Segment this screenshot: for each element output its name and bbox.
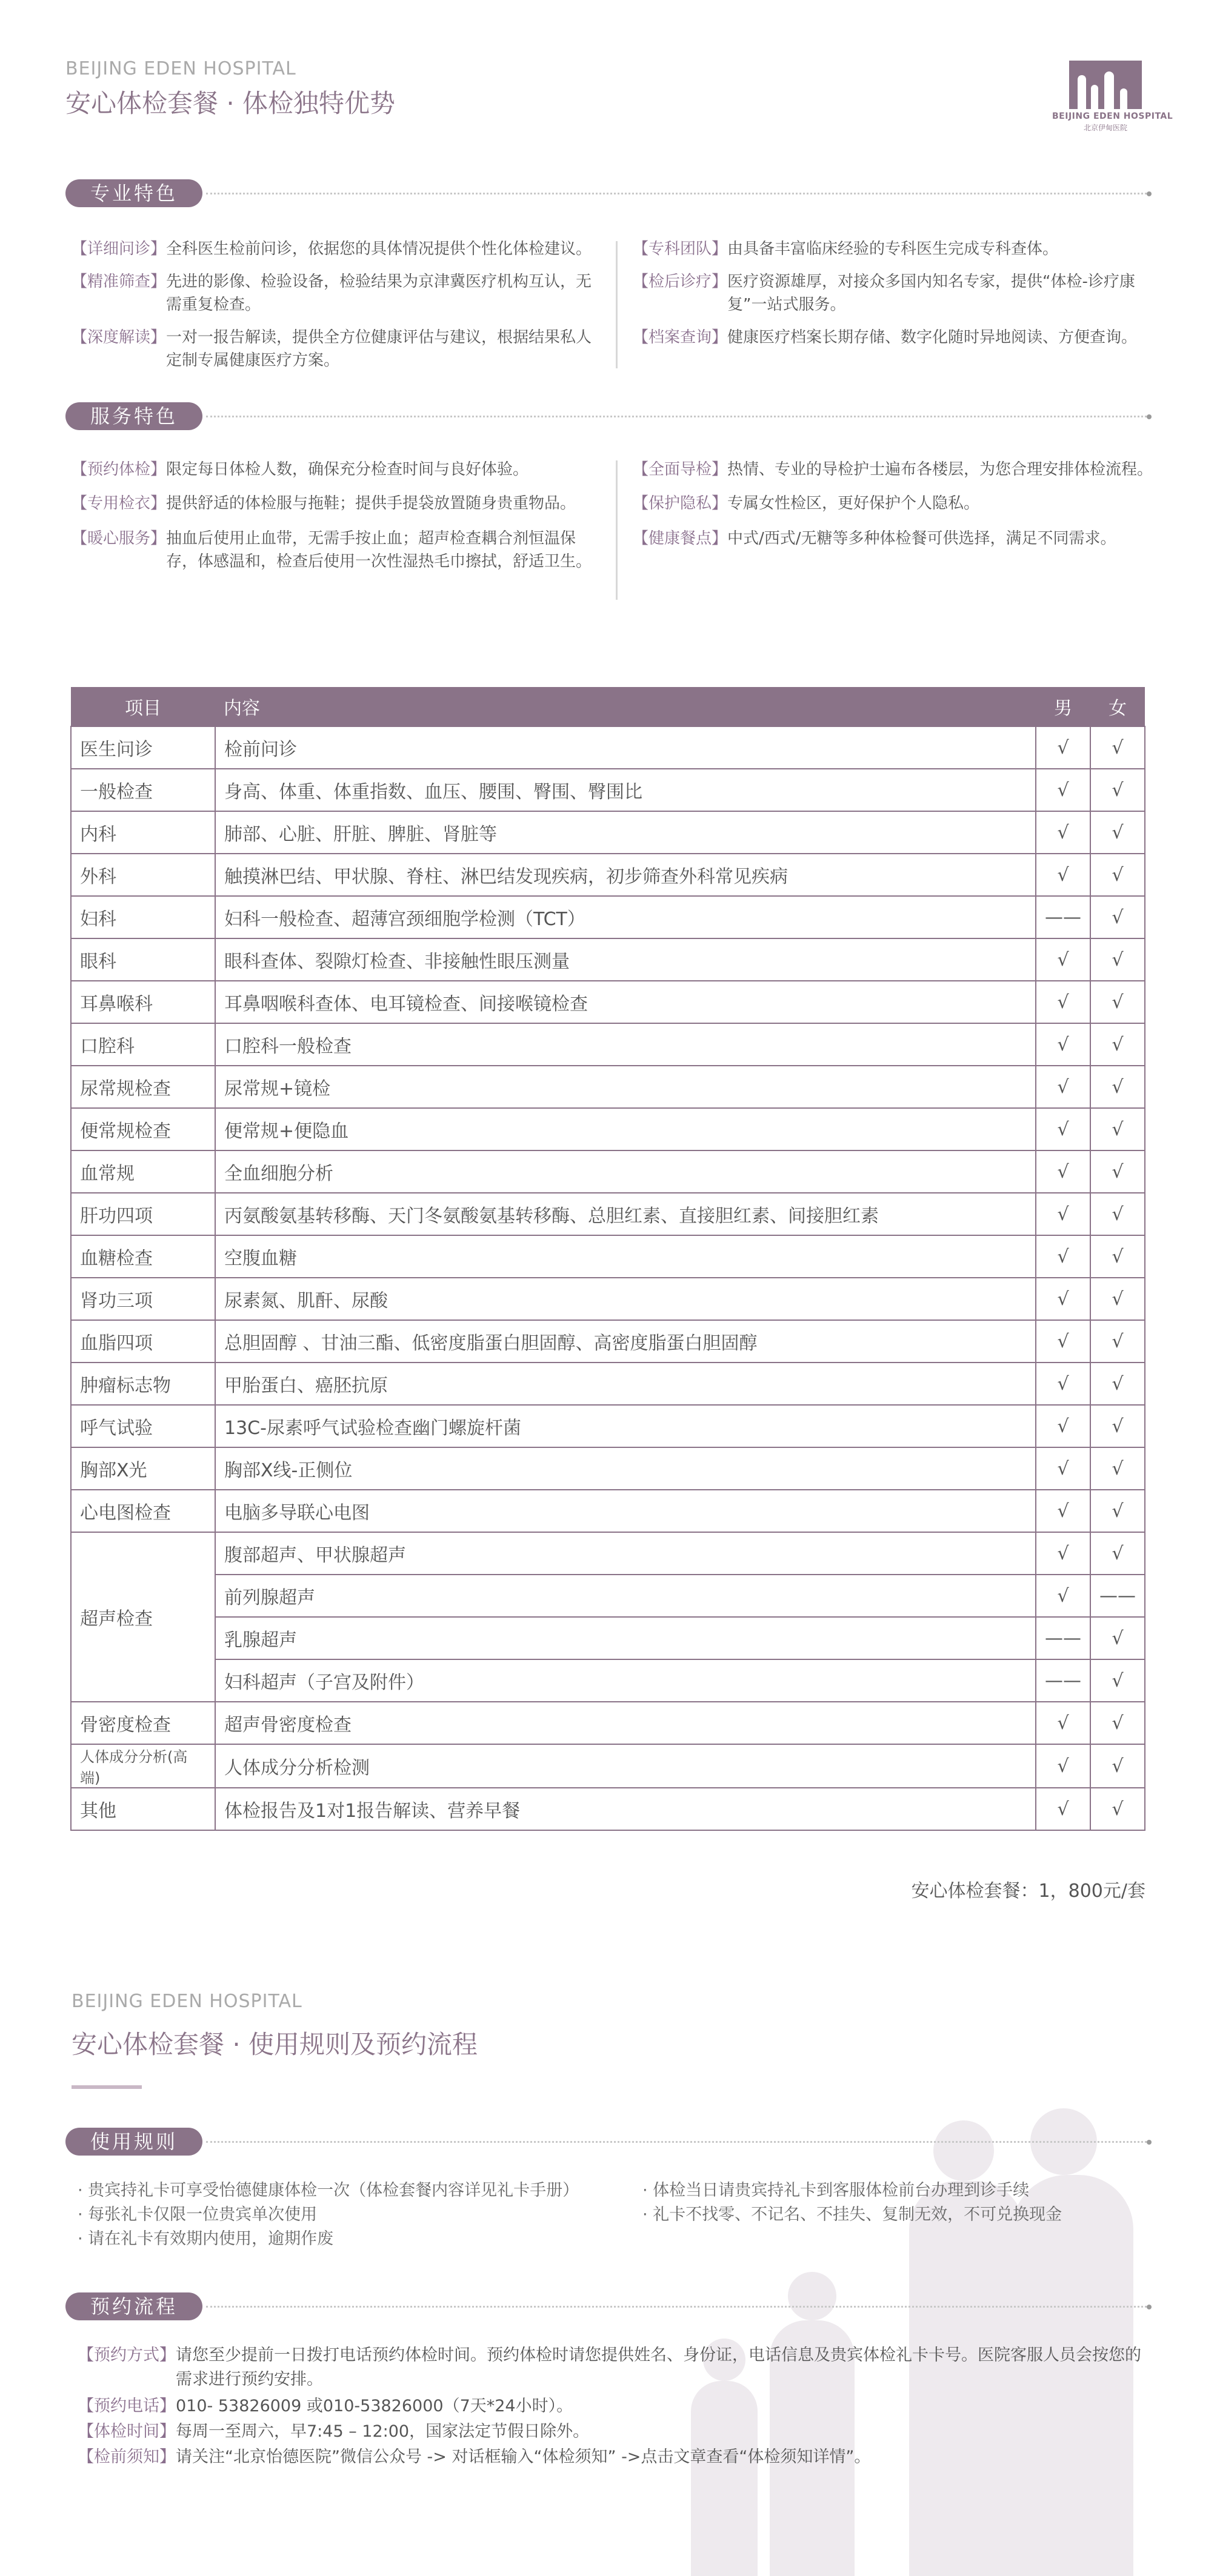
booking-item: 【预约电话】 010- 53826009 或010-53826000（7天*24小时）。: [78, 2397, 573, 2415]
feature-item: 【深度解读】 一对一报告解读，提供全方位健康评估与建议，根据结果私人定制专属健康医疗方案。: [72, 328, 592, 370]
content-cell: 13C-尿素呼气试验检查幽门螺旋杆菌: [215, 1405, 1036, 1447]
hospital-name-en: BEIJING EDEN HOSPITAL: [65, 58, 296, 79]
male-mark-cell: √: [1036, 1744, 1090, 1788]
logo-text-en: BEIJING EDEN HOSPITAL: [1052, 111, 1173, 121]
female-mark-cell: √: [1090, 811, 1145, 854]
title-underline: [72, 2085, 142, 2089]
booking-process-label: 预约流程: [65, 2292, 202, 2320]
item-cell: 心电图检查: [71, 1490, 215, 1532]
table-row: [71, 726, 1145, 769]
content-cell: 超声骨密度检查: [215, 1702, 1036, 1744]
male-mark-cell: √: [1036, 1235, 1090, 1278]
table-row: [71, 981, 1145, 1023]
male-mark-cell: √: [1036, 1788, 1090, 1830]
male-mark-cell: ——: [1036, 1659, 1090, 1702]
item-cell: 口腔科: [71, 1023, 215, 1066]
divider-end-dot: [1147, 2305, 1152, 2309]
female-mark-cell: √: [1090, 726, 1145, 769]
content-cell: 眼科查体、裂隙灯检查、非接触性眼压测量: [215, 938, 1036, 981]
content-cell: 人体成分分析检测: [215, 1744, 1036, 1788]
table-row: [71, 769, 1145, 811]
female-mark-cell: √: [1090, 1066, 1145, 1108]
table-row: [71, 1235, 1145, 1278]
item-cell: 眼科: [71, 938, 215, 981]
feature-item: 【详细问诊】 全科医生检前问诊，依据您的具体情况提供个性化体检建议。: [72, 240, 592, 258]
feature-item: 【专科团队】 由具备丰富临床经验的专科医生完成专科查体。: [633, 240, 1059, 258]
male-mark-cell: √: [1036, 1702, 1090, 1744]
family-logo-icon: [1069, 61, 1142, 109]
male-mark-cell: √: [1036, 1066, 1090, 1108]
item-cell: 肿瘤标志物: [71, 1363, 215, 1405]
table-row: [71, 1702, 1145, 1744]
female-mark-cell: √: [1090, 1617, 1145, 1659]
female-mark-cell: √: [1090, 1320, 1145, 1363]
female-mark-cell: √: [1090, 1405, 1145, 1447]
item-cell: 便常规检查: [71, 1108, 215, 1150]
female-mark-cell: √: [1090, 1150, 1145, 1193]
table-row: [71, 1617, 1145, 1659]
content-cell: 便常规+便隐血: [215, 1108, 1036, 1150]
male-mark-cell: √: [1036, 1363, 1090, 1405]
table-row: [71, 1363, 1145, 1405]
female-mark-cell: √: [1090, 1447, 1145, 1490]
header-male: 男: [1036, 687, 1090, 726]
male-mark-cell: √: [1036, 1575, 1090, 1617]
item-cell: 妇科: [71, 896, 215, 938]
checkup-package-table: [70, 687, 1145, 1831]
item-cell: 肾功三项: [71, 1278, 215, 1320]
content-cell: 尿素氮、肌酐、尿酸: [215, 1278, 1036, 1320]
female-mark-cell: ——: [1090, 1575, 1145, 1617]
table-row: [71, 896, 1145, 938]
male-mark-cell: √: [1036, 1193, 1090, 1235]
feature-item: 【档案查询】 健康医疗档案长期存储、数字化随时异地阅读、方便查询。: [633, 328, 1138, 347]
feature-item: 【暖心服务】 抽血后使用止血带，无需手按止血；超声检查耦合剂恒温保存，体感温和，检查后使用一次性湿热毛巾擦拭，舒适卫生。: [72, 529, 592, 571]
section-title: 安心体检套餐 · 使用规则及预约流程: [72, 2030, 478, 2059]
rule-item: · 贵宾持礼卡可享受怡德健康体检一次（体检套餐内容详见礼卡手册）: [78, 2181, 579, 2200]
male-mark-cell: √: [1036, 811, 1090, 854]
content-cell: 体检报告及1对1报告解读、营养早餐: [215, 1788, 1036, 1830]
female-mark-cell: √: [1090, 981, 1145, 1023]
table-row: [71, 1447, 1145, 1490]
item-cell: 血糖检查: [71, 1235, 215, 1278]
female-mark-cell: √: [1090, 1108, 1145, 1150]
content-cell: 甲胎蛋白、癌胚抗原: [215, 1363, 1036, 1405]
item-cell: 耳鼻喉科: [71, 981, 215, 1023]
rule-item: · 每张礼卡仅限一位贵宾单次使用: [78, 2205, 318, 2224]
female-mark-cell: √: [1090, 1744, 1145, 1788]
item-cell: 尿常规检查: [71, 1066, 215, 1108]
content-cell: 乳腺超声: [215, 1617, 1036, 1659]
header-item: 项目: [71, 687, 215, 726]
item-cell: 内科: [71, 811, 215, 854]
female-mark-cell: √: [1090, 1490, 1145, 1532]
table-row: [71, 1320, 1145, 1363]
table-row: [71, 1108, 1145, 1150]
table-header-row: [71, 687, 1145, 726]
content-cell: 前列腺超声: [215, 1575, 1036, 1617]
item-cell: 医生问诊: [71, 726, 215, 769]
divider-end-dot: [1147, 191, 1152, 196]
section-divider: [206, 2306, 1147, 2308]
service-features-label: 服务特色: [65, 402, 202, 430]
header-female: 女: [1090, 687, 1145, 726]
female-mark-cell: √: [1090, 1023, 1145, 1066]
content-cell: 胸部X线-正侧位: [215, 1447, 1036, 1490]
item-cell: 血常规: [71, 1150, 215, 1193]
table-row: [71, 1788, 1145, 1830]
rule-item: · 请在礼卡有效期内使用，逾期作废: [78, 2229, 334, 2248]
table-row: [71, 811, 1145, 854]
male-mark-cell: √: [1036, 769, 1090, 811]
content-cell: 尿常规+镜检: [215, 1066, 1036, 1108]
column-separator: [616, 460, 618, 600]
hospital-name-en: BEIJING EDEN HOSPITAL: [72, 1991, 302, 2012]
male-mark-cell: √: [1036, 1108, 1090, 1150]
page-title: 安心体检套餐 · 体检独特优势: [65, 88, 396, 118]
column-separator: [616, 241, 618, 368]
female-mark-cell: √: [1090, 1788, 1145, 1830]
content-cell: 电脑多导联心电图: [215, 1490, 1036, 1532]
table-row: [71, 1066, 1145, 1108]
table-row: [71, 1278, 1145, 1320]
female-mark-cell: √: [1090, 1278, 1145, 1320]
feature-item: 【检后诊疗】 医疗资源雄厚，对接众多国内知名专家，提供“体检-诊疗康复”一站式服务。: [633, 273, 1135, 314]
feature-item: 【全面导检】 热情、专业的导检护士遍布各楼层，为您合理安排体检流程。: [633, 460, 1153, 479]
content-cell: 丙氨酸氨基转移酶、天门冬氨酸氨基转移酶、总胆红素、直接胆红素、间接胆红素: [215, 1193, 1036, 1235]
table-row: [71, 1405, 1145, 1447]
female-mark-cell: √: [1090, 1235, 1145, 1278]
male-mark-cell: √: [1036, 1532, 1090, 1575]
table-body: [71, 726, 1145, 1830]
booking-item: 【检前须知】 请关注“北京怡德医院”微信公众号 -> 对话框输入“体检须知” ->点击文章查看“体检须知详情”。: [78, 2448, 871, 2466]
rule-item: · 体检当日请贵宾持礼卡到客服体检前台办理到诊手续: [642, 2181, 1030, 2200]
female-mark-cell: √: [1090, 896, 1145, 938]
content-cell: 触摸淋巴结、甲状腺、脊柱、淋巴结发现疾病，初步筛查外科常见疾病: [215, 854, 1036, 896]
content-cell: 耳鼻咽喉科查体、电耳镜检查、间接喉镜检查: [215, 981, 1036, 1023]
feature-item: 【精准筛查】 先进的影像、检验设备，检验结果为京津冀医疗机构互认，无需重复检查。: [72, 273, 592, 314]
package-price: 安心体检套餐：1，800元/套: [911, 1881, 1145, 1902]
item-cell: 人体成分分析(高端): [71, 1744, 215, 1788]
female-mark-cell: √: [1090, 1659, 1145, 1702]
male-mark-cell: √: [1036, 1490, 1090, 1532]
item-cell: 血脂四项: [71, 1320, 215, 1363]
header-content: 内容: [215, 687, 1036, 726]
male-mark-cell: √: [1036, 1278, 1090, 1320]
table-row: [71, 854, 1145, 896]
female-mark-cell: √: [1090, 1193, 1145, 1235]
female-mark-cell: √: [1090, 1363, 1145, 1405]
table-row: [71, 1150, 1145, 1193]
male-mark-cell: ——: [1036, 1617, 1090, 1659]
section-divider: [206, 416, 1147, 417]
male-mark-cell: √: [1036, 981, 1090, 1023]
table-row: [71, 1744, 1145, 1788]
table-row: [71, 938, 1145, 981]
male-mark-cell: √: [1036, 1320, 1090, 1363]
rule-item: · 礼卡不找零、不记名、不挂失、复制无效，不可兑换现金: [642, 2205, 1062, 2224]
logo-text-cn: 北京伊甸医院: [1083, 124, 1127, 132]
feature-item: 【保护隐私】 专属女性检区，更好保护个人隐私。: [633, 494, 980, 513]
feature-item: 【专用检衣】 提供舒适的体检服与拖鞋；提供手提袋放置随身贵重物品。: [72, 494, 576, 513]
content-cell: 检前问诊: [215, 726, 1036, 769]
hospital-logo: [1052, 61, 1173, 133]
item-cell: 超声检查: [71, 1532, 215, 1702]
item-cell: 胸部X光: [71, 1447, 215, 1490]
content-cell: 全血细胞分析: [215, 1150, 1036, 1193]
content-cell: 总胆固醇 、甘油三酯、低密度脂蛋白胆固醇、高密度脂蛋白胆固醇: [215, 1320, 1036, 1363]
table-row: [71, 1193, 1145, 1235]
divider-end-dot: [1147, 414, 1152, 419]
male-mark-cell: √: [1036, 726, 1090, 769]
male-mark-cell: √: [1036, 1447, 1090, 1490]
family-silhouette-image: [703, 2096, 1217, 2576]
female-mark-cell: √: [1090, 854, 1145, 896]
booking-item: 【预约方式】 请您至少提前一日拨打电话预约体检时间。预约体检时请您提供姓名、身份证，电话信息及贵宾体检礼卡卡号。医院客服人员会按您的需求进行预约安排。: [78, 2346, 1141, 2389]
male-mark-cell: √: [1036, 1405, 1090, 1447]
content-cell: 妇科一般检查、超薄宫颈细胞学检测（TCT）: [215, 896, 1036, 938]
booking-item: 【体检时间】 每周一至周六，早7:45 – 12:00，国家法定节假日除外。: [78, 2422, 590, 2441]
content-cell: 肺部、心脏、肝脏、脾脏、肾脏等: [215, 811, 1036, 854]
divider-end-dot: [1147, 2140, 1152, 2145]
female-mark-cell: √: [1090, 1532, 1145, 1575]
item-cell: 外科: [71, 854, 215, 896]
male-mark-cell: √: [1036, 1150, 1090, 1193]
table-row: [71, 1023, 1145, 1066]
content-cell: 口腔科一般检查: [215, 1023, 1036, 1066]
item-cell: 一般检查: [71, 769, 215, 811]
table-row: [71, 1659, 1145, 1702]
table-row: [71, 1575, 1145, 1617]
item-cell: 其他: [71, 1788, 215, 1830]
female-mark-cell: √: [1090, 769, 1145, 811]
usage-rules-label: 使用规则: [65, 2128, 202, 2156]
table-row: [71, 1532, 1145, 1575]
male-mark-cell: √: [1036, 938, 1090, 981]
male-mark-cell: √: [1036, 1023, 1090, 1066]
feature-item: 【预约体检】 限定每日体检人数，确保充分检查时间与良好体验。: [72, 460, 529, 479]
table-row: [71, 1490, 1145, 1532]
section-divider: [206, 193, 1147, 194]
content-cell: 身高、体重、体重指数、血压、腰围、臀围、臀围比: [215, 769, 1036, 811]
item-cell: 呼气试验: [71, 1405, 215, 1447]
item-cell: 骨密度检查: [71, 1702, 215, 1744]
item-cell: 肝功四项: [71, 1193, 215, 1235]
male-mark-cell: ——: [1036, 896, 1090, 938]
content-cell: 空腹血糖: [215, 1235, 1036, 1278]
feature-item: 【健康餐点】 中式/西式/无糖等多种体检餐可供选择，满足不同需求。: [633, 529, 1116, 548]
female-mark-cell: √: [1090, 938, 1145, 981]
content-cell: 腹部超声、甲状腺超声: [215, 1532, 1036, 1575]
section-divider: [206, 2141, 1147, 2143]
professional-features-label: 专业特色: [65, 179, 202, 207]
content-cell: 妇科超声（子宫及附件）: [215, 1659, 1036, 1702]
female-mark-cell: √: [1090, 1702, 1145, 1744]
male-mark-cell: √: [1036, 854, 1090, 896]
